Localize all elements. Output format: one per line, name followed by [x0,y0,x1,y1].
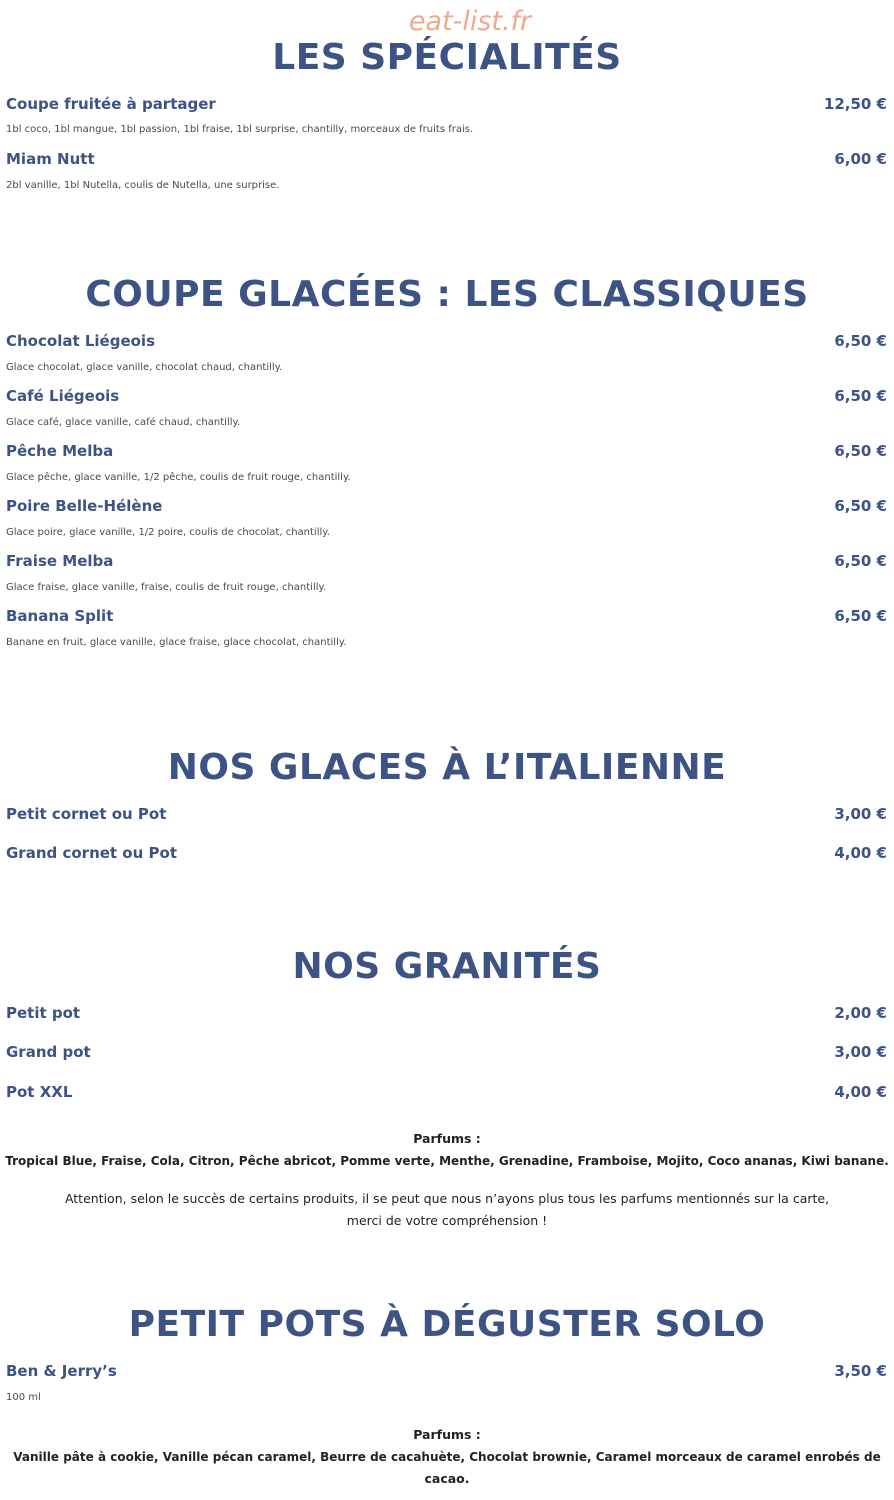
item-name: Ben & Jerry’s [6,1362,117,1380]
item-description: 100 ml [6,1392,41,1403]
item-description: 1bl coco, 1bl mangue, 1bl passion, 1bl fraise, 1bl surprise, chantilly, morceaux de fruits frais. [6,124,474,135]
item-name: Petit pot [6,1004,81,1022]
item-description: Glace café, glace vanille, café chaud, chantilly. [6,417,241,428]
item-name: Pot XXL [6,1083,73,1101]
item-price: 3,00 € [834,1043,887,1061]
item-name: Petit cornet ou Pot [6,805,167,823]
item-price: 4,00 € [834,844,887,862]
item-price: 6,50 € [834,387,887,405]
item-name: Miam Nutt [6,150,95,168]
parfums-label: Parfums : [413,1131,481,1146]
item-name: Poire Belle-Hélène [6,497,163,515]
section-title: LES SPÉCIALITÉS [272,37,622,78]
menu-item [6,804,887,824]
menu-item [6,149,887,169]
menu-item [6,1003,887,1023]
parfums-list: Tropical Blue, Fraise, Cola, Citron, Pêche abricot, Pomme verte, Menthe, Grenadine, Framboise, Mojito, Coco ananas, Kiwi banane. [5,1154,889,1168]
item-price: 6,50 € [834,497,887,515]
item-price: 3,00 € [834,805,887,823]
item-name: Grand cornet ou Pot [6,844,177,862]
attention-note-line2: merci de votre compréhension ! [346,1213,548,1228]
item-name: Coupe fruitée à partager [6,95,216,113]
section-solo [0,1303,894,1490]
parfums-list-line2: cacao. [424,1471,470,1486]
item-name: Café Liégeois [6,387,120,405]
menu-item [6,1361,887,1381]
section-title: COUPE GLACÉES : LES CLASSIQUES [85,274,809,315]
menu-item [6,386,887,406]
menu-item [6,551,887,571]
item-price: 12,50 € [823,95,887,113]
section-classiques [0,273,894,650]
section-specialites [0,36,894,193]
menu-item [6,1082,887,1102]
item-description: Glace poire, glace vanille, 1/2 poire, coulis de chocolat, chantilly. [6,527,330,538]
item-price: 6,50 € [834,332,887,350]
menu-item [6,441,887,461]
section-title: NOS GLACES À L’ITALIENNE [167,747,727,788]
menu-item [6,496,887,516]
menu-item [6,843,887,863]
parfums-list-line1: Vanille pâte à cookie, Vanille pécan caramel, Beurre de cacahuète, Chocolat brownie, Caramel morceaux de caramel enrobés de [13,1450,881,1464]
item-price: 6,50 € [834,442,887,460]
item-price: 2,00 € [834,1004,887,1022]
item-name: Grand pot [6,1043,91,1061]
item-name: Fraise Melba [6,552,114,570]
item-description: Glace fraise, glace vanille, fraise, coulis de fruit rouge, chantilly. [6,582,327,593]
watermark: eat-list.fr [408,6,532,37]
item-price: 6,50 € [834,607,887,625]
item-name: Chocolat Liégeois [6,332,156,350]
item-price: 3,50 € [834,1362,887,1380]
parfums-label: Parfums : [413,1427,481,1442]
menu-item [6,94,887,114]
item-price: 6,50 € [834,552,887,570]
menu-item [6,1042,887,1062]
item-name: Banana Split [6,607,114,625]
attention-note-line1: Attention, selon le succès de certains produits, il se peut que nous n’ayons plus tous les parfums mentionnés sur la carte, [64,1191,830,1206]
section-title: NOS GRANITÉS [292,946,602,987]
menu-item [6,606,887,626]
section-italienne [0,746,894,863]
item-description: 2bl vanille, 1bl Nutella, coulis de Nutella, une surprise. [6,180,280,191]
section-granites [0,945,894,1232]
item-description: Glace chocolat, glace vanille, chocolat chaud, chantilly. [6,362,283,373]
item-price: 6,00 € [834,150,887,168]
item-price: 4,00 € [834,1083,887,1101]
menu-item [6,331,887,351]
section-title: PETIT POTS À DÉGUSTER SOLO [128,1304,766,1345]
item-description: Banane en fruit, glace vanille, glace fraise, glace chocolat, chantilly. [6,637,347,648]
item-description: Glace pêche, glace vanille, 1/2 pêche, coulis de fruit rouge, chantilly. [6,472,351,483]
item-name: Pêche Melba [6,442,114,460]
